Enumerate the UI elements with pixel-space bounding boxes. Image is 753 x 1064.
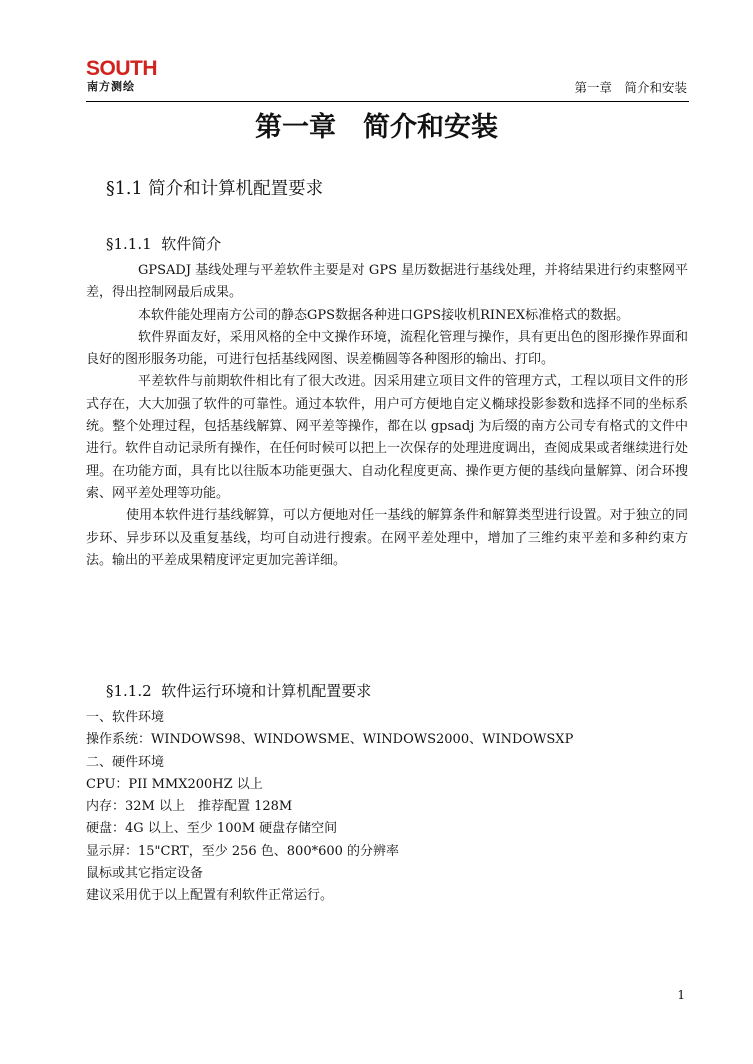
- section-heading-1-1: §1.1 简介和计算机配置要求: [106, 179, 324, 199]
- south-logo: [86, 58, 166, 98]
- list-item: 硬盘：4G 以上、至少 100M 硬盘存储空间: [86, 821, 338, 837]
- list-item: 鼠标或其它指定设备: [86, 866, 204, 882]
- list-item: 建议采用优于以上配置有利软件正常运行。: [86, 888, 334, 904]
- header-rule: [86, 101, 689, 102]
- running-header-title: 第一章 简介和安装: [574, 80, 687, 95]
- paragraph: 本软件能处理南方公司的静态GPS数据各种进口GPS接收机RINEX标准格式的数据。: [138, 307, 630, 323]
- chapter-title: 第一章 简介和安装: [255, 112, 498, 143]
- subsection-heading-1-1-1: §1.1.1 软件简介: [106, 235, 222, 253]
- logo-subtext: 南方测绘: [87, 80, 135, 93]
- paragraph: 平差软件与前期软件相比有了很大改进。因采用建立项目文件的管理方式，工程以项目文件的形式存在，大大加强了软件的可靠性。通过本软件，用户可方便地自定义椭球投影参数和选择不同的坐标系统。整个处理过程，包括基线解算、网平差等操作，都在以 gpsadj 为后缀的南方公司专有格式的文件中进行。软件自动记录所有操作，在任何时候可以把上一次保存的处理进度调出，查阅成果或者继续进行处理。在功能方面，具有比以往版本功能更强大、自动化程度更高、操作更方便的基线向量解算、闭合环搜索、网平差处理等功能。: [86, 374, 688, 501]
- list-item: 操作系统：WINDOWS98、WINDOWSME、WINDOWS2000、WINDOWSXP: [86, 732, 574, 748]
- paragraph: 使用本软件进行基线解算，可以方便地对任一基线的解算条件和解算类型进行设置。对于独立的同步环、异步环以及重复基线，均可自动进行搜索。在网平差处理中，增加了三维约束平差和多种约束方法。输出的平差成果精度评定更加完善详细。: [86, 508, 688, 568]
- subsection-heading-1-1-2: §1.1.2 软件运行环境和计算机配置要求: [106, 682, 372, 700]
- software-intro-body: [86, 260, 688, 572]
- list-item: 一、软件环境: [86, 710, 165, 725]
- list-item: 显示屏：15"CRT，至少 256 色、800*600 的分辨率: [86, 843, 400, 859]
- paragraph: GPSADJ 基线处理与平差软件主要是对 GPS 星历数据进行基线处理，并将结果进行约束整网平差，得出控制网最后成果。: [86, 263, 688, 301]
- list-item: 内存：32M 以上 推荐配置 128M: [86, 799, 293, 815]
- list-item: 二、硬件环境: [86, 754, 165, 770]
- logo-wordmark: SOUTH: [86, 57, 157, 80]
- paragraph: 软件界面友好，采用风格的全中文操作环境，流程化管理与操作，具有更出色的图形操作界面和良好的图形服务功能，可进行包括基线网图、误差椭圆等各种图形的输出、打印。: [86, 329, 688, 368]
- requirements-list: [86, 707, 688, 908]
- list-item: CPU：PII MMX200HZ 以上: [86, 776, 263, 792]
- page-number: 1: [677, 988, 685, 1002]
